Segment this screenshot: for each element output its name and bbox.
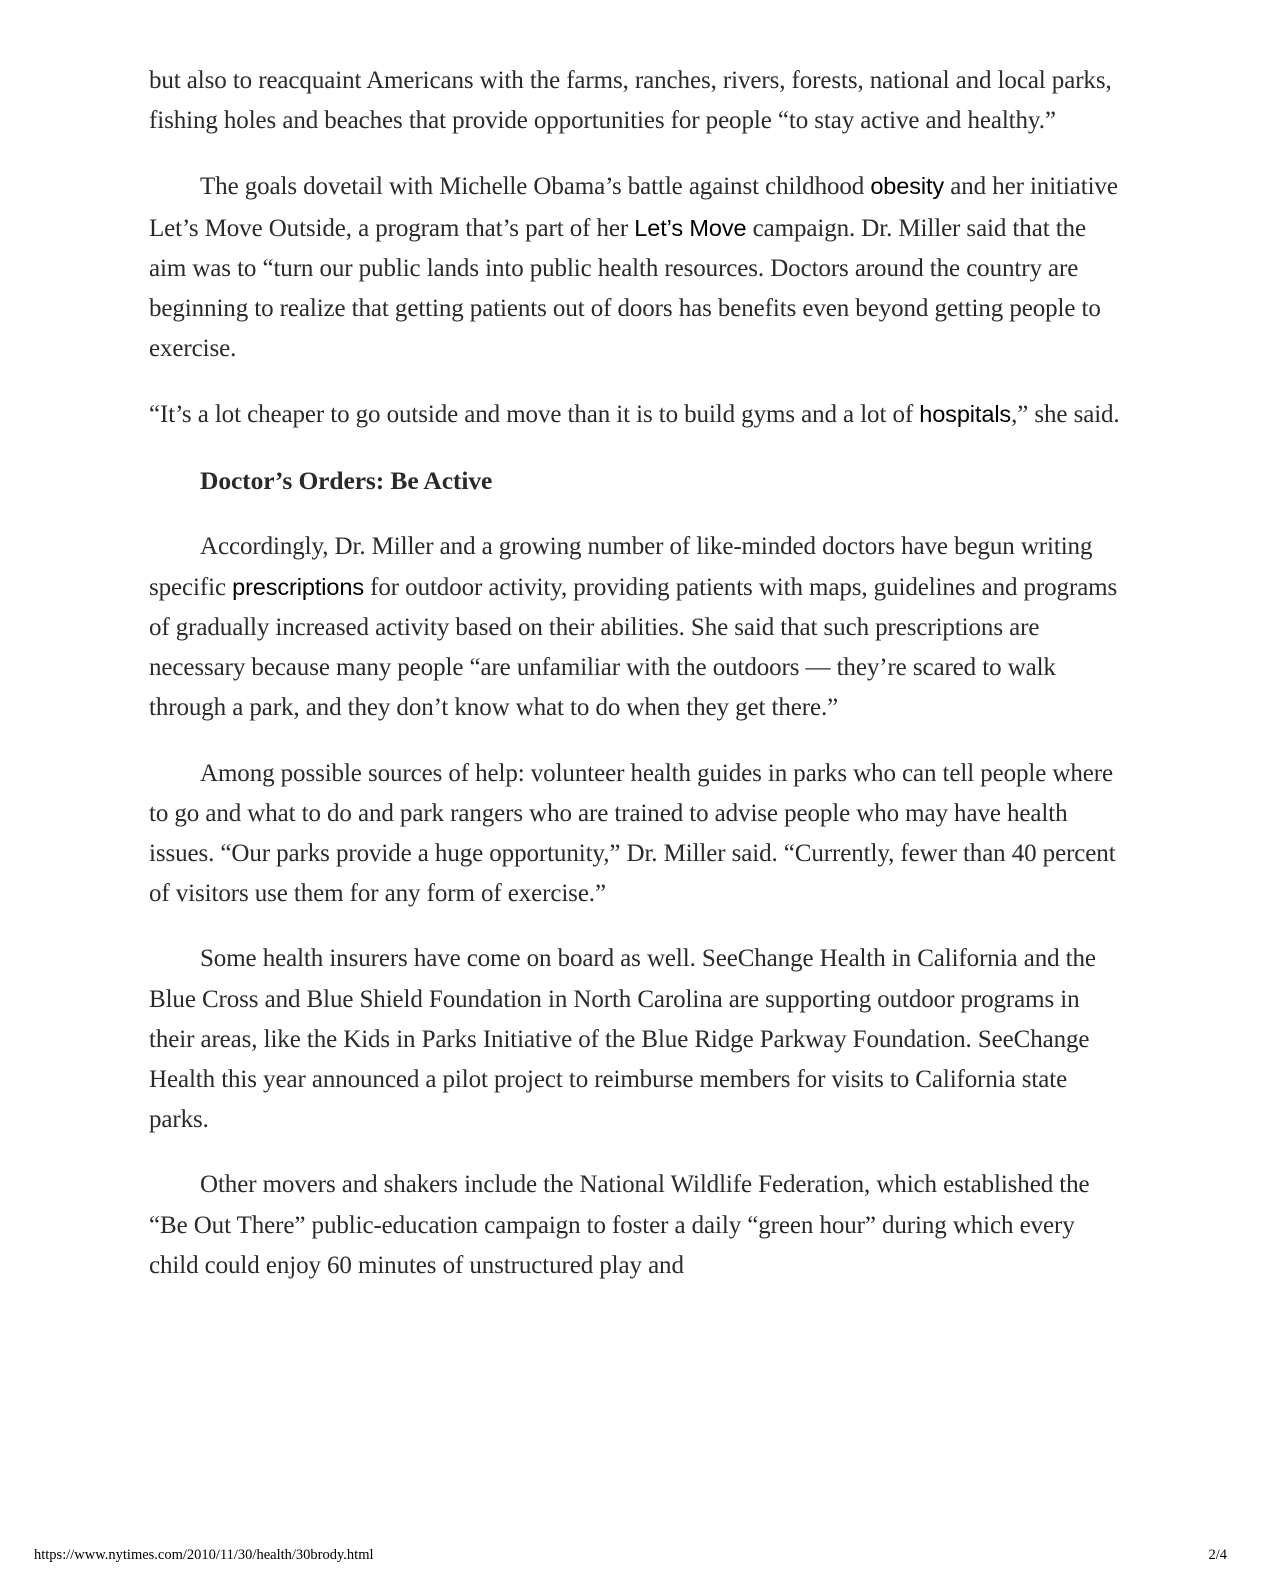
paragraph-text: Other movers and shakers include the National Wildlife Federation, which established the “Be Out There” public-education campaign to foster a daily “green hour” during which every child could enjoy 60 minutes of unstructured play and xyxy=(149,1171,1090,1279)
link-lets-move[interactable]: Let’s Move xyxy=(634,214,747,241)
article-body xyxy=(149,61,1124,1311)
page-number: 2/4 xyxy=(1208,1547,1227,1563)
section-heading: Doctor’s Orders: Be Active xyxy=(200,465,493,495)
paragraph-sources-of-help xyxy=(149,754,1124,915)
paragraph-quote-cheaper xyxy=(149,394,1124,435)
paragraph-text: Accordingly, Dr. Miller and a growing number of like-minded doctors have begun writing specific xyxy=(149,532,1093,601)
link-prescriptions[interactable]: prescriptions xyxy=(232,573,365,600)
print-footer xyxy=(34,1547,1227,1567)
paragraph-text: Among possible sources of help: volunteer health guides in parks who can tell people where to go and what to do and park rangers who are trained to advise people who may have health issues. “Our parks provide a huge opportunity,” Dr. Miller said. “Currently, fewer than 40 percent of visitors use them for any form of exercise.” xyxy=(149,759,1116,908)
paragraph-text: “It’s a lot cheaper to go outside and move than it is to build gyms and a lot of xyxy=(149,401,920,429)
paragraph-goals xyxy=(149,166,1124,369)
footer-url: https://www.nytimes.com/2010/11/30/health/30brody.html xyxy=(34,1547,374,1563)
paragraph-text: ,” she said. xyxy=(1011,401,1120,429)
paragraph-health-insurers xyxy=(149,939,1124,1140)
paragraph-continuation xyxy=(149,61,1124,141)
link-hospitals[interactable]: hospitals xyxy=(919,401,1012,428)
paragraph-text: and her initiative Let’s Move Outside, a program that’s part of her xyxy=(149,173,1118,242)
paragraph-text: Some health insurers have come on board as well. SeeChange Health in California and the Blue Cross and Blue Shield Foundation in North Carolina are supporting outdoor programs in their areas, like the Kids in Parks Initiative of the Blue Ridge Parkway Foundation. SeeChange Health this year announced a pilot project to reimburse members for visits to California state parks. xyxy=(149,945,1096,1134)
paragraph-movers-shakers xyxy=(149,1165,1124,1286)
paragraph-text: but also to reacquaint Americans with the farms, ranches, rivers, forests, national and local parks, fishing holes and beaches that provide opportunities for people “to stay active and healthy.” xyxy=(149,67,1112,135)
paragraph-text: campaign. Dr. Miller said that the aim was to “turn our public lands into public health resources. Doctors around the country are beginning to realize that getting patients out of doors has benefits even beyond getting people to exercise. xyxy=(149,214,1101,363)
paragraph-prescriptions xyxy=(149,527,1124,729)
paragraph-text: for outdoor activity, providing patients with maps, guidelines and programs of gradually increased activity based on their abilities. She said that such prescriptions are necessary because many people “are unfamiliar with the outdoors — they’re scared to walk through a park, and they don’t know what to do when they get there.” xyxy=(149,573,1118,722)
link-obesity[interactable]: obesity xyxy=(870,173,945,200)
paragraph-text: The goals dovetail with Michelle Obama’s battle against childhood xyxy=(200,173,871,201)
